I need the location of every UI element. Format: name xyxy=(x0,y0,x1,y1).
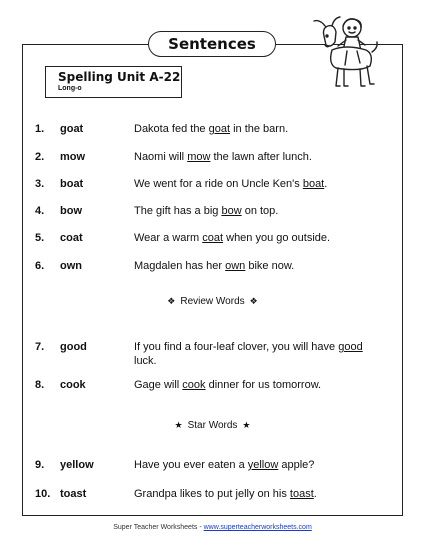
boy-riding-goat-icon xyxy=(310,14,380,92)
sentence-start: Gage will xyxy=(134,379,183,391)
example-sentence xyxy=(134,177,365,191)
sentence-end: . xyxy=(313,488,317,500)
diamond-ornament-icon: ❖ xyxy=(167,296,176,306)
sentence-start: Magdalen has her xyxy=(134,260,226,272)
example-sentence xyxy=(134,458,365,472)
item-number: 3. xyxy=(35,178,45,190)
sentence-start: Naomi will xyxy=(134,151,188,163)
spelling-word: cook xyxy=(60,379,86,391)
unit-box xyxy=(45,66,182,98)
sentence-start: We went for a ride on Uncle Ken's xyxy=(134,178,303,190)
underlined-word: cook xyxy=(182,379,206,391)
underlined-word: own xyxy=(225,260,246,272)
spelling-word: own xyxy=(60,260,82,272)
example-sentence xyxy=(134,231,365,245)
underlined-word: goat xyxy=(208,123,231,135)
review-words-label: Review Words xyxy=(180,296,245,307)
item-number: 2. xyxy=(35,151,45,163)
underlined-word: boat xyxy=(302,178,325,190)
item-number: 6. xyxy=(35,260,45,272)
footer xyxy=(0,524,425,531)
sentence-start: Dakota fed the xyxy=(134,123,209,135)
sentence-start: Grandpa likes to put jelly on his xyxy=(134,488,290,500)
item-number: 8. xyxy=(35,379,45,391)
spelling-word: yellow xyxy=(60,459,94,471)
item-number: 1. xyxy=(35,123,45,135)
sentence-start: Have you ever eaten a xyxy=(134,459,248,471)
star-words-heading xyxy=(0,420,425,431)
underlined-word: good xyxy=(338,341,363,353)
underlined-word: bow xyxy=(221,205,242,217)
item-number: 10. xyxy=(35,488,51,500)
diamond-ornament-icon: ❖ xyxy=(249,296,258,306)
sentence-start: Wear a warm xyxy=(134,232,203,244)
footer-text: Super Teacher Worksheets - xyxy=(113,524,204,531)
item-number: 5. xyxy=(35,232,45,244)
footer-link[interactable]: www.superteacherworksheets.com xyxy=(203,524,312,531)
unit-subtitle: Long-o xyxy=(58,85,82,92)
sentence-end: apple? xyxy=(278,459,315,471)
underlined-word: yellow xyxy=(247,459,279,471)
underlined-word: mow xyxy=(187,151,211,163)
worksheet-frame xyxy=(22,44,403,516)
sentence-end: in the barn. xyxy=(230,123,289,135)
spelling-word: good xyxy=(60,341,87,353)
sentence-end: when you go outside. xyxy=(223,232,331,244)
page-title xyxy=(148,31,276,57)
underlined-word: coat xyxy=(202,232,224,244)
sentence-end: luck. xyxy=(134,355,157,367)
spelling-word: coat xyxy=(60,232,83,244)
example-sentence xyxy=(134,122,365,136)
example-sentence xyxy=(134,378,365,392)
page-title-text: Sentences xyxy=(168,35,256,53)
unit-title: Spelling Unit A-22 xyxy=(58,70,181,84)
sentence-end: dinner for us tomorrow. xyxy=(205,379,322,391)
example-sentence xyxy=(134,340,365,368)
sentence-start: The gift has a big xyxy=(134,205,222,217)
star-icon: ★ xyxy=(242,420,251,430)
spelling-word: bow xyxy=(60,205,82,217)
example-sentence xyxy=(134,204,365,218)
sentence-end: the lawn after lunch. xyxy=(210,151,312,163)
sentence-end: . xyxy=(324,178,328,190)
spelling-word: boat xyxy=(60,178,84,190)
sentence-end: bike now. xyxy=(245,260,295,272)
sentence-end: on top. xyxy=(241,205,279,217)
review-words-heading xyxy=(0,296,425,307)
star-words-label: Star Words xyxy=(187,420,238,431)
item-number: 7. xyxy=(35,341,45,353)
example-sentence xyxy=(134,259,365,273)
item-number: 9. xyxy=(35,459,45,471)
example-sentence xyxy=(134,150,365,164)
underlined-word: toast xyxy=(289,488,314,500)
item-number: 4. xyxy=(35,205,45,217)
spelling-word: toast xyxy=(60,488,87,500)
sentence-start: If you find a four-leaf clover, you will have xyxy=(134,341,339,353)
star-icon: ★ xyxy=(174,420,183,430)
spelling-word: goat xyxy=(60,123,84,135)
example-sentence xyxy=(134,487,365,501)
spelling-word: mow xyxy=(60,151,86,163)
